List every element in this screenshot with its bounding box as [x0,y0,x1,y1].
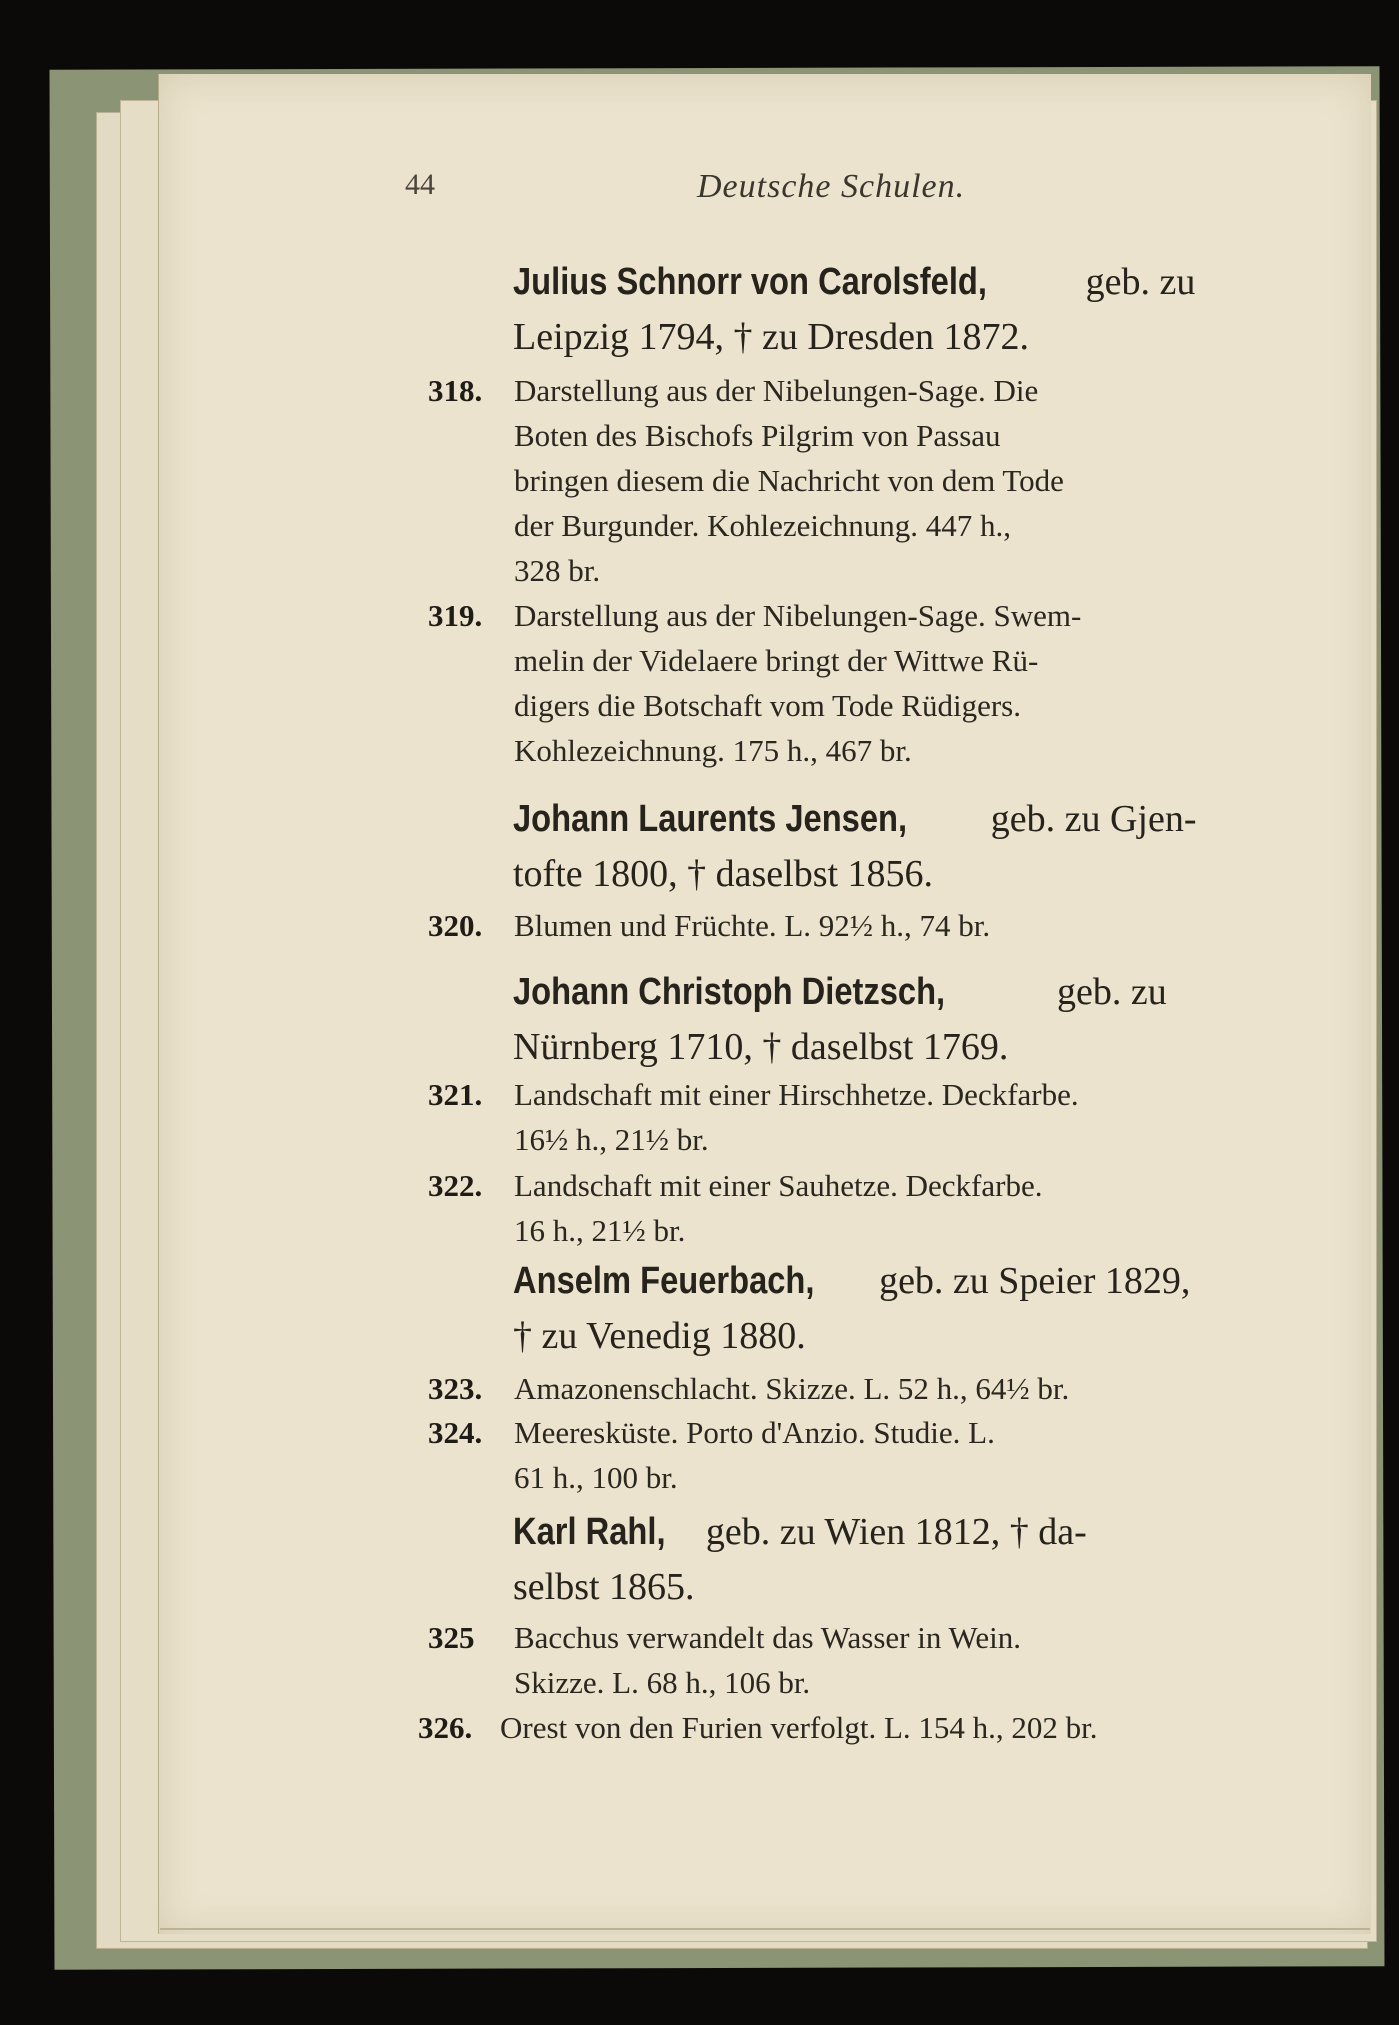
entry-number: 318. [428,373,483,408]
entry-line: 328 br. [514,553,601,588]
entry-number: 326. [418,1710,473,1745]
artist-heading [513,255,1273,365]
artist-life-dates: † zu Venedig 1880. [513,1315,806,1357]
artist-name: Julius Schnorr von Carolsfeld, [513,261,987,303]
entry-text [514,1410,1276,1500]
entry-line: 16½ h., 21½ br. [514,1122,709,1157]
entry-text [500,1705,1278,1750]
page-bottom-edge [160,1928,1370,1930]
entry-line: Skizze. L. 68 h., 106 br. [514,1665,811,1700]
artist-life-dates: Nürnberg 1710, † daselbst 1769. [513,1026,1009,1068]
entry-line: Darstellung aus der Nibelungen-Sage. Swem- [514,598,1082,633]
catalog-entry [428,1366,1276,1411]
entry-text [514,903,1276,948]
artist-heading [513,792,1273,902]
entry-line: Blumen und Früchte. L. 92½ h., 74 br. [514,908,991,943]
catalog-entry [428,593,1276,768]
entry-line: Darstellung aus der Nibelungen-Sage. Die [514,373,1039,408]
entry-line: Amazonenschlacht. Skizze. L. 52 h., 64½ br. [514,1371,1070,1406]
catalog-entry [428,1163,1276,1248]
artist-life-dates: geb. zu Gjen- [990,798,1197,840]
entry-line: digers die Botschaft vom Tode Rüdigers. [514,688,1021,723]
artist-life-dates: geb. zu Speier 1829, [879,1260,1191,1302]
entry-number: 321. [428,1077,483,1112]
entry-text [514,1163,1276,1253]
artist-life-dates: Leipzig 1794, † zu Dresden 1872. [513,316,1030,358]
entry-text [514,1615,1276,1705]
artist-name: Johann Christoph Dietzsch, [513,971,946,1013]
entry-line: 16 h., 21½ br. [514,1213,686,1248]
entry-text [514,593,1276,773]
running-title: Deutsche Schulen. [697,168,966,205]
entry-line: Boten des Bischofs Pilgrim von Passau [514,418,1001,453]
entry-text [514,1072,1276,1162]
entry-line: der Burgunder. Kohlezeichnung. 447 h., [514,508,1012,543]
artist-name: Anselm Feuerbach, [513,1260,815,1302]
catalog-entry [428,1615,1276,1700]
entry-number: 325 [428,1620,475,1655]
entry-line: Landschaft mit einer Sauhetze. Deckfarbe. [514,1168,1043,1203]
entry-line: Orest von den Furien verfolgt. L. 154 h., 202 br. [500,1710,1098,1745]
entry-number: 322. [428,1168,483,1203]
entry-number: 324. [428,1415,483,1450]
catalog-entry [418,1705,1278,1750]
entry-number: 323. [428,1371,483,1406]
catalog-entry [428,368,1276,588]
entry-line: bringen diesem die Nachricht von dem Tode [514,463,1064,498]
catalog-entry [428,903,1276,948]
artist-name: Johann Laurents Jensen, [513,798,908,840]
entry-line: Kohlezeichnung. 175 h., 467 br. [514,733,912,768]
artist-heading [513,1505,1273,1615]
catalog-entry [428,1410,1276,1495]
artist-life-dates: geb. zu [1085,261,1196,303]
artist-life-dates: geb. zu [1056,971,1167,1013]
catalog-entry [428,1072,1276,1157]
entry-line: melin der Videlaere bringt der Wittwe Rü- [514,643,1039,678]
artist-life-dates: selbst 1865. [513,1566,695,1608]
entry-number: 319. [428,598,483,633]
entry-text [514,1366,1276,1411]
artist-life-dates: tofte 1800, † daselbst 1856. [513,853,934,895]
entry-line: Bacchus verwandelt das Wasser in Wein. [514,1620,1021,1655]
artist-name: Karl Rahl, [513,1511,666,1553]
artist-life-dates: geb. zu Wien 1812, † da- [705,1511,1087,1553]
entry-line: 61 h., 100 br. [514,1460,678,1495]
entry-line: Landschaft mit einer Hirschhetze. Deckfarbe. [514,1077,1079,1112]
artist-heading [513,1254,1273,1364]
entry-number: 320. [428,908,483,943]
entry-line: Meeresküste. Porto d'Anzio. Studie. L. [514,1415,995,1450]
page-number: 44 [405,168,435,201]
artist-heading [513,965,1273,1075]
entry-text [514,368,1276,593]
